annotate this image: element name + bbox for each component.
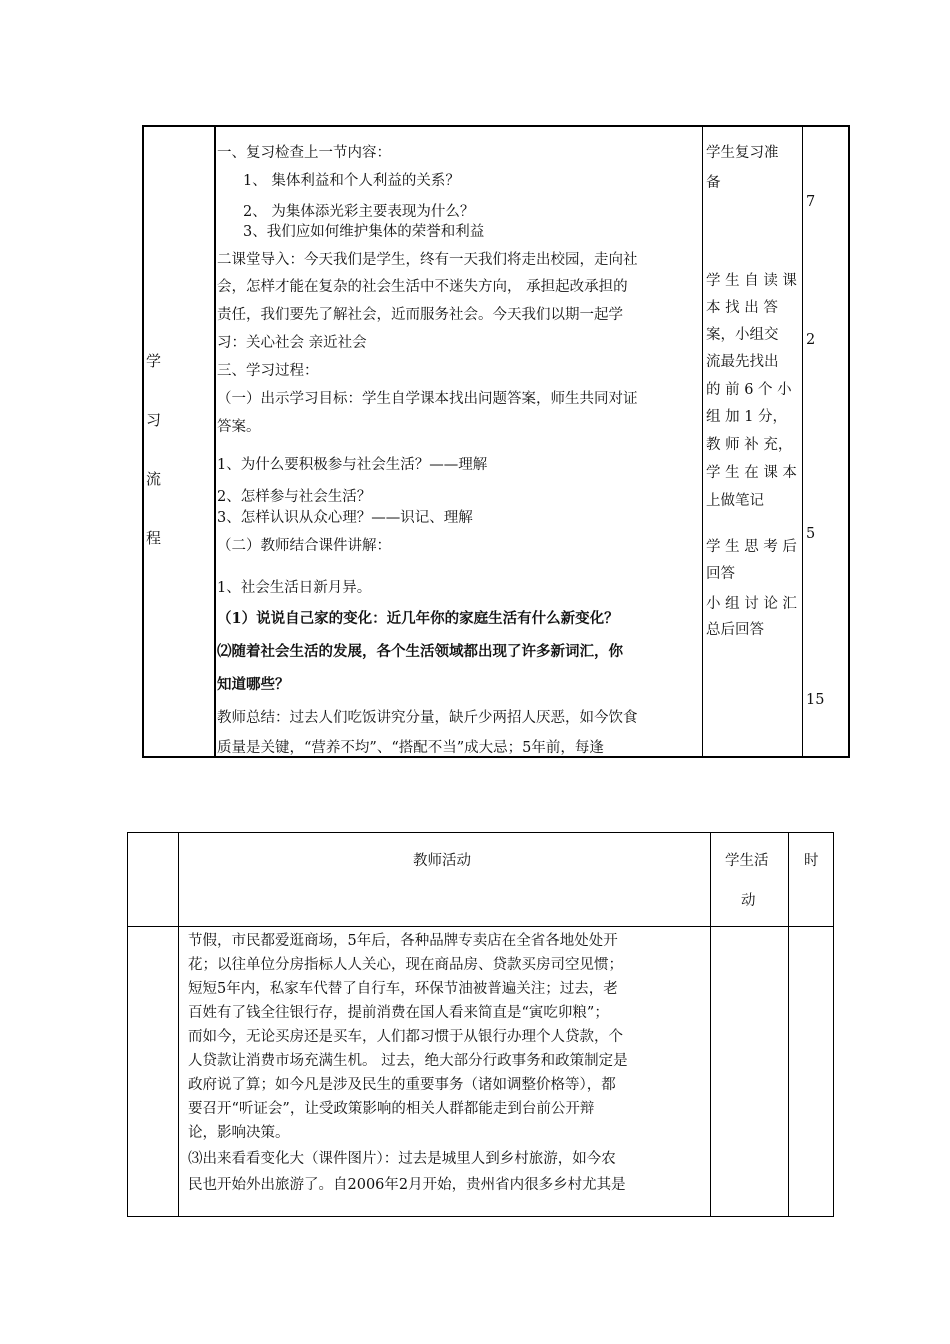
content-line: 三、学习过程：: [217, 363, 319, 379]
content-line: 3、怎样认识从众心理？——识记、理解: [217, 510, 473, 526]
content-line: 节假，市民都爱逛商场，5年后，各种品牌专卖店在全省各地处处开: [188, 933, 618, 949]
question-line: 知道哪些？: [217, 676, 290, 693]
table1-left-border: [142, 125, 144, 758]
content-line: （一）出示学习目标：学生自学课本找出问题答案，师生共同对证: [217, 391, 638, 407]
time-value: 7: [806, 194, 816, 210]
table1-top-border: [142, 125, 850, 127]
student-activity-line: 总后回答: [706, 622, 764, 638]
section-label-char: 学: [146, 352, 162, 370]
section-label-char: 流: [146, 470, 162, 488]
table2-col-divider-2: [710, 832, 711, 1217]
header-teacher-activity: 教师活动: [413, 853, 471, 869]
table1-col-divider-3: [802, 125, 803, 758]
content-line: 政府说了算；如今凡是涉及民生的重要事务（诸如调整价格等），都: [188, 1077, 616, 1093]
student-activity-line: 流最先找出: [706, 354, 779, 370]
header-time: 时: [804, 853, 819, 869]
student-activity-line: 本 找 出 答: [706, 300, 778, 316]
student-activity-line: 的 前 6 个 小: [706, 382, 792, 398]
content-line: 花；以往单位分房指标人人关心，现在商品房、贷款买房司空见惯；: [188, 957, 623, 973]
content-line: 而如今，无论买房还是买车，人们都习惯于从银行办理个人贷款，个: [188, 1029, 623, 1045]
content-line: 1、为什么要积极参与社会生活？——理解: [217, 457, 488, 473]
time-value: 2: [806, 332, 816, 348]
content-line: 要召开“听证会”，让受政策影响的相关人群都能走到台前公开辩: [188, 1101, 595, 1117]
question-line: （1）说说自己家的变化：近几年你的家庭生活有什么新变化？: [217, 610, 619, 627]
content-line: 会，怎样才能在复杂的社会生活中不迷失方向， 承担起改承担的: [217, 279, 628, 295]
content-line: 习：关心社会 亲近社会: [217, 335, 367, 351]
table2-top-border: [127, 832, 834, 833]
student-activity-line: 备: [706, 175, 721, 191]
time-value: 5: [806, 526, 816, 542]
section-label-char: 程: [146, 529, 162, 547]
content-line: 民也开始外出旅游了。自2006年2月开始，贵州省内很多乡村尤其是: [188, 1177, 626, 1193]
student-activity-line: 学 生 思 考 后: [706, 539, 797, 555]
student-activity-line: 学 生 自 读 课: [706, 273, 797, 289]
time-value: 15: [806, 692, 825, 708]
student-activity-line: 案，小组交: [706, 327, 779, 343]
content-line: 教师总结：过去人们吃饭讲究分量，缺斤少两招人厌恶，如今饮食: [217, 710, 638, 726]
content-line: 论，影响决策。: [188, 1125, 290, 1141]
table1-col-divider-1: [214, 125, 216, 758]
student-activity-line: 小 组 讨 论 汇: [706, 596, 797, 612]
content-line: 人贷款让消费市场充满生机。 过去，绝大部分行政事务和政策制定是: [188, 1053, 628, 1069]
content-line: 一、复习检查上一节内容：: [217, 145, 391, 161]
table2-header-bottom-border: [127, 926, 834, 927]
table2-right-border: [833, 832, 834, 1217]
table2-left-border: [127, 832, 128, 1217]
header-student-activity: 学生活: [725, 853, 769, 869]
content-line: 百姓有了钱全往银行存，提前消费在国人看来简直是“寅吃卯粮”；: [188, 1005, 609, 1021]
question-line: ⑵随着社会生活的发展，各个生活领域都出现了许多新词汇，你: [217, 643, 623, 660]
table1-right-border: [848, 125, 850, 758]
table2-col-divider-3: [788, 832, 789, 1217]
student-activity-line: 学生复习准: [706, 145, 779, 161]
student-activity-line: 上做笔记: [706, 493, 764, 509]
header-student-activity: 动: [741, 893, 756, 909]
section-label-char: 习: [146, 411, 162, 429]
table2-bottom-border: [127, 1216, 834, 1217]
student-activity-line: 组 加 1 分，: [706, 409, 788, 425]
content-line: ⑶出来看看变化大（课件图片）：过去是城里人到乡村旅游，如今农: [188, 1151, 616, 1167]
content-line: 责任，我们要先了解社会，近而服务社会。今天我们以期一起学: [217, 307, 623, 323]
content-line: 答案。: [217, 419, 261, 435]
content-line: 2、 为集体添光彩主要表现为什么？: [243, 204, 475, 220]
content-line: 二课堂导入：今天我们是学生，终有一天我们将走出校园，走向社: [217, 252, 638, 268]
content-line: 1、社会生活日新月异。: [217, 580, 372, 596]
table2-col-divider-1: [178, 832, 179, 1217]
content-line: 质量是关键，“营养不均”、“搭配不当”成大忌；5年前，每逢: [217, 740, 604, 756]
student-activity-line: 学 生 在 课 本: [706, 465, 797, 481]
content-line: 3、我们应如何维护集体的荣誉和利益: [243, 224, 485, 240]
content-line: 短短5年内，私家车代替了自行车，环保节油被普遍关注；过去，老: [188, 981, 618, 997]
content-line: 2、怎样参与社会生活？: [217, 489, 372, 505]
student-activity-line: 教 师 补 充，: [706, 437, 793, 453]
content-line: （二）教师结合课件讲解：: [217, 538, 391, 554]
student-activity-line: 回答: [706, 566, 735, 582]
content-line: 1、 集体利益和个人利益的关系？: [243, 173, 460, 189]
table1-col-divider-2: [702, 125, 703, 758]
